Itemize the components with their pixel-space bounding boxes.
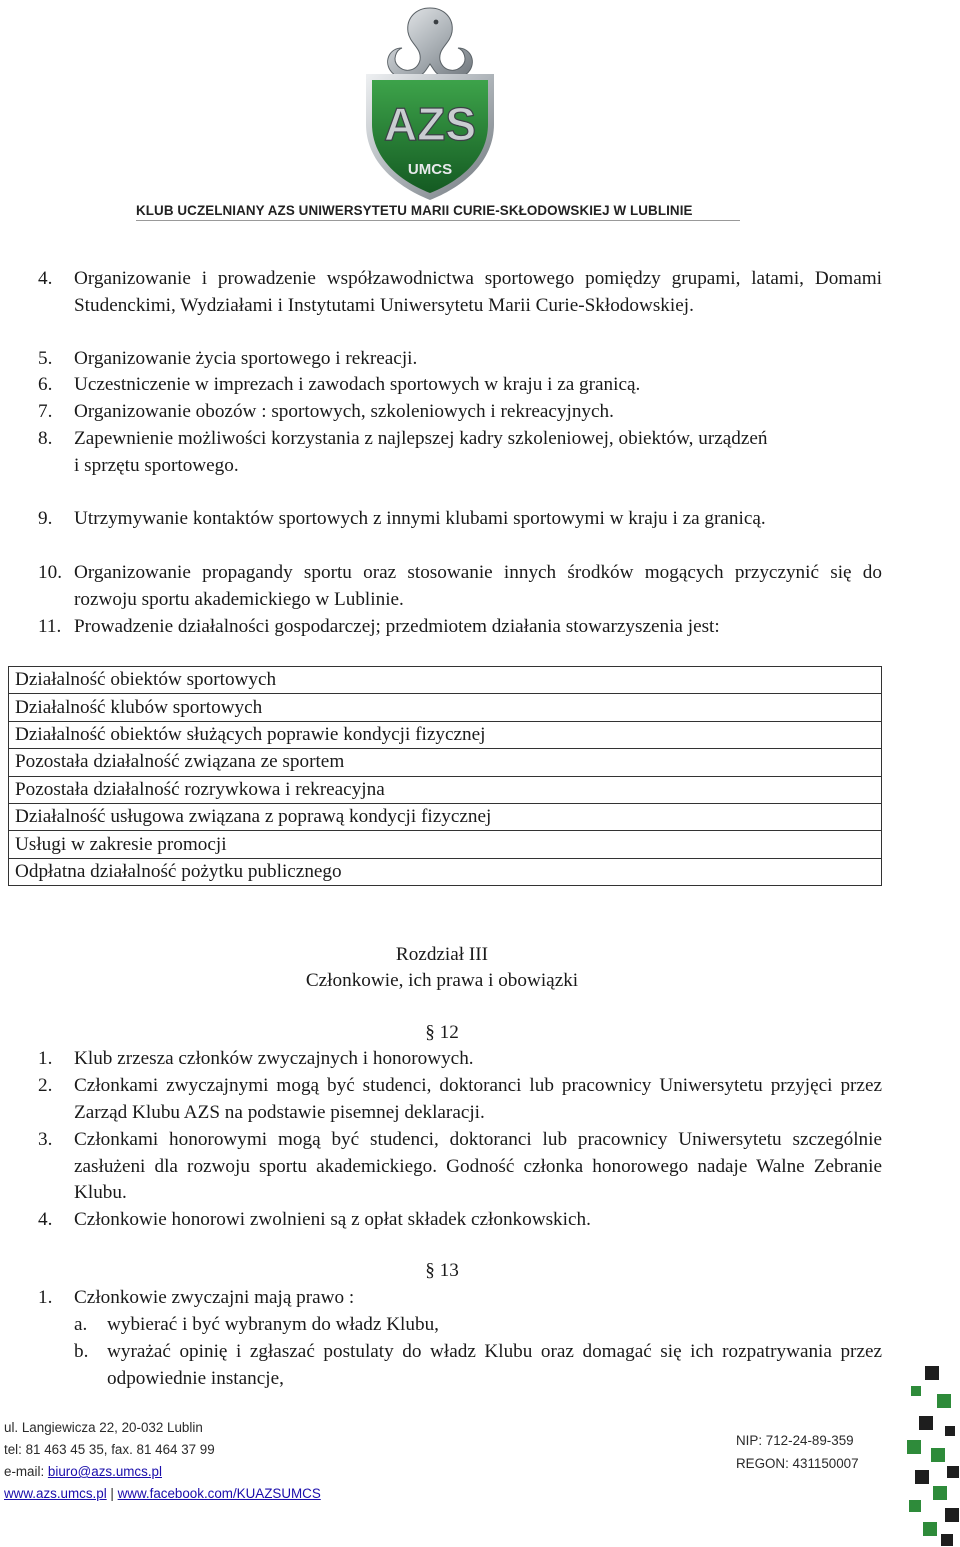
footer-links (4, 1486, 321, 1502)
item-number: 8. (38, 428, 53, 449)
list-item (38, 346, 882, 373)
facebook-link[interactable]: www.facebook.com/KUAZSUMCS (117, 1486, 321, 1501)
section-sign-icon: § (425, 1260, 435, 1281)
list-item (38, 560, 882, 613)
item-text: Klub zrzesza członków zwyczajnych i honorowych. (74, 1048, 474, 1069)
item-number: 1. (38, 1048, 53, 1069)
footer-address: ul. Langiewicza 22, 20-032 Lublin (4, 1420, 203, 1435)
list-item (38, 1285, 882, 1312)
item-text: Organizowanie życia sportowego i rekreacji. (74, 348, 418, 369)
sub-list-item (74, 1339, 882, 1392)
item-text: Utrzymywanie kontaktów sportowych z innymi klubami sportowymi w kraju i za granicą. (74, 508, 766, 529)
list-item (38, 1127, 882, 1207)
footer-email-line (4, 1464, 162, 1480)
item-text: Zapewnienie możliwości korzystania z najlepszej kadry szkoleniowej, obiektów, urządzeń (74, 428, 768, 449)
table-cell: Usługi w zakresie promocji (9, 831, 882, 858)
decorative-squares (905, 1358, 960, 1547)
table-cell: Działalność obiektów sportowych (9, 667, 882, 694)
list-item (38, 266, 882, 319)
table-row (9, 749, 882, 776)
table-cell: Odpłatna działalność pożytku publicznego (9, 858, 882, 885)
item-text: Członkowie honorowi zwolnieni są z opłat składek członkowskich. (74, 1209, 591, 1230)
item-text: Prowadzenie działalności gospodarczej; przedmiotem działania stowarzyszenia jest: (74, 616, 720, 637)
sub-list-item (74, 1312, 882, 1339)
item-text: wybierać i być wybranym do władz Klubu, (107, 1314, 439, 1335)
item-letter: a. (74, 1314, 88, 1335)
activities-table (8, 666, 882, 886)
list-item (38, 506, 882, 533)
chapter-subtitle: Członkowie, ich prawa i obowiązki (305, 970, 579, 991)
section-number: 12 (439, 1022, 459, 1043)
section-mark-12 (0, 1020, 884, 1047)
item-text: Uczestniczenie w imprezach i zawodach sportowych w kraju i za granicą. (74, 374, 641, 395)
table-row (9, 667, 882, 694)
azs-umcs-logo (356, 4, 504, 202)
item-letter: b. (74, 1341, 89, 1362)
list-item (38, 1046, 882, 1073)
footer-regon: REGON: 431150007 (736, 1456, 859, 1471)
item-number: 3. (38, 1129, 53, 1150)
item-number: 9. (38, 508, 53, 529)
item-number: 7. (38, 401, 53, 422)
table-row (9, 776, 882, 803)
list-item (38, 1073, 882, 1126)
list-item (38, 614, 882, 641)
section-sign-icon: § (425, 1022, 435, 1043)
table-row (9, 831, 882, 858)
item-text: Członkami honorowymi mogą być studenci, doktoranci lub pracownicy Uniwersytetu szczególnie zasłużeni dla rozwoju sportu akademickiego. Godność członka honorowego nadaje Walne Zebranie Klubu. (74, 1129, 882, 1204)
table-cell: Działalność klubów sportowych (9, 694, 882, 721)
section-number: 13 (439, 1260, 459, 1281)
table-row (9, 694, 882, 721)
item-text: Organizowanie obozów : sportowych, szkoleniowych i rekreacyjnych. (74, 401, 614, 422)
list-item (38, 372, 882, 399)
item-text: wyrażać opinię i zgłaszać postulaty do władz Klubu oraz domagać się ich rozpatrywania przez odpowiednie instancje, (107, 1341, 882, 1389)
item-text: Członkami zwyczajnymi mogą być studenci, doktoranci lub pracownicy Uniwersytetu przyjęci przez Zarząd Klubu AZS na podstawie pisemnej deklaracji. (74, 1075, 882, 1123)
footer-phone: tel: 81 463 45 35, fax. 81 464 37 99 (4, 1442, 215, 1457)
table-cell: Pozostała działalność rozrywkowa i rekreacyjna (9, 776, 882, 803)
item-number: 5. (38, 348, 53, 369)
item-text: Organizowanie i prowadzenie współzawodnictwa sportowego pomiędzy grupami, latami, Domami Studenckimi, Wydziałami i Instytutami Uniwersytetu Marii Curie-Skłodowskiej. (74, 268, 882, 316)
list-item (38, 1207, 882, 1234)
item-number: 10. (38, 562, 62, 583)
table-cell: Pozostała działalność związana ze sportem (9, 749, 882, 776)
item-number: 4. (38, 268, 53, 289)
item-text: Organizowanie propagandy sportu oraz stosowanie innych środków mogących przyczynić się do rozwoju sportu akademickiego w Lublinie. (74, 562, 882, 610)
email-label: e-mail: (4, 1464, 48, 1479)
table-row (9, 803, 882, 830)
item-number: 11. (38, 616, 62, 637)
chapter-title: Rozdział III (395, 944, 489, 965)
item-number: 1. (38, 1287, 53, 1308)
header-divider (136, 220, 740, 221)
list-item (38, 426, 882, 479)
table-cell: Działalność obiektów służących poprawie kondycji fizycznej (9, 721, 882, 748)
item-number: 4. (38, 1209, 53, 1230)
website-link[interactable]: www.azs.umcs.pl (4, 1486, 107, 1501)
club-name: KLUB UCZELNIANY AZS UNIWERSYTETU MARII CURIE-SKŁODOWSKIEJ W LUBLINIE (136, 203, 693, 218)
link-separator: | (106, 1486, 118, 1501)
item-text-continuation: i sprzętu sportowego. (74, 454, 239, 476)
logo-text: AZS (384, 98, 476, 150)
logo-subtext: UMCS (407, 161, 453, 178)
table-row (9, 721, 882, 748)
item-number: 2. (38, 1075, 53, 1096)
list-item (38, 399, 882, 426)
table-row (9, 858, 882, 885)
item-number: 6. (38, 374, 53, 395)
table-cell: Działalność usługowa związana z poprawą kondycji fizycznej (9, 803, 882, 830)
email-link[interactable]: biuro@azs.umcs.pl (47, 1464, 162, 1479)
item-text: Członkowie zwyczajni mają prawo : (74, 1287, 355, 1308)
section-mark-13 (0, 1258, 884, 1285)
footer-nip: NIP: 712-24-89-359 (736, 1433, 854, 1448)
